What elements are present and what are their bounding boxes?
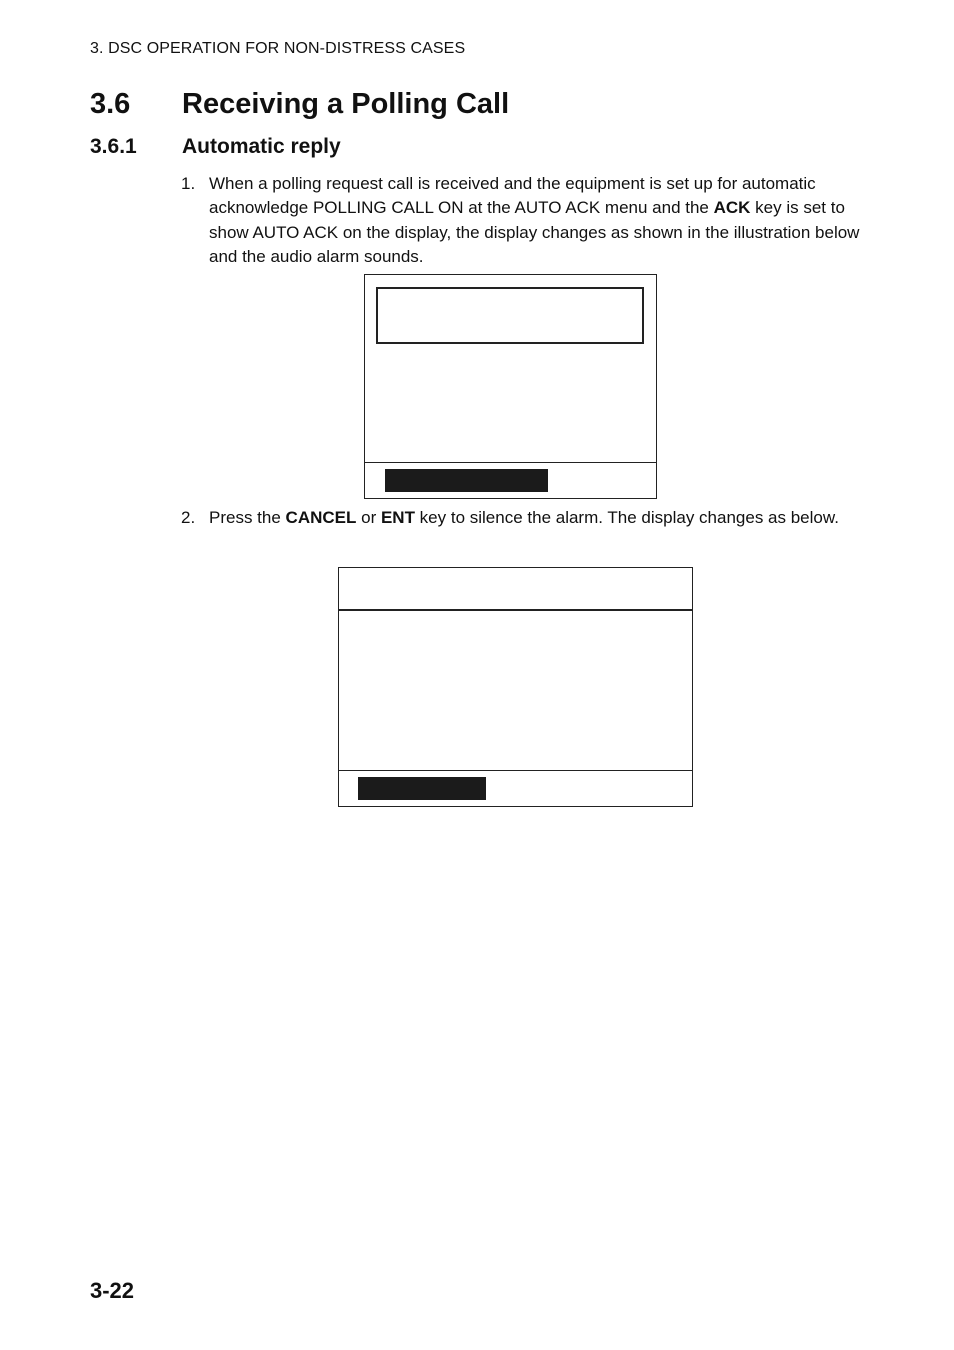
ent-key-label: ENT	[380, 508, 415, 527]
subsection-heading	[90, 135, 341, 159]
cancel-key-label: CANCEL	[285, 508, 357, 527]
step-text	[209, 506, 861, 530]
display-message-box	[376, 287, 644, 344]
step-text-part: Press the	[209, 508, 286, 527]
subsection-title: Automatic reply	[182, 135, 341, 158]
ack-key-label: ACK	[713, 198, 751, 218]
step-text	[209, 172, 861, 269]
step-text-part: When a polling request call is received and the equipment is set up for automatic acknowledge POLLING CALL ON at the AUTO ACK menu and the	[209, 174, 816, 218]
section-title: Receiving a Polling Call	[182, 88, 510, 120]
display-softkey-bar	[385, 469, 548, 492]
step-marker: 1.	[181, 174, 196, 193]
subsection-number: 3.6.1	[90, 135, 137, 158]
display-divider	[365, 462, 656, 463]
display-illustration-silenced	[338, 567, 693, 807]
running-header: 3. DSC OPERATION FOR NON-DISTRESS CASES	[90, 40, 466, 57]
page-number: 3-22	[90, 1278, 135, 1303]
step-text-part: key is set to show AUTO ACK on the display, the display changes as shown in the illustration below and the audio alarm sounds.	[209, 198, 860, 266]
step-marker: 2.	[181, 508, 196, 527]
step-2	[181, 506, 861, 530]
section-heading	[90, 88, 509, 121]
display-divider	[339, 770, 692, 771]
display-divider	[339, 609, 692, 611]
display-softkey-bar	[358, 777, 486, 800]
display-illustration-alarm	[364, 274, 657, 499]
step-text-part: or	[356, 508, 381, 527]
step-1	[181, 172, 861, 269]
section-number: 3.6	[90, 88, 131, 120]
step-text-part: key to silence the alarm. The display changes as below.	[414, 508, 839, 527]
